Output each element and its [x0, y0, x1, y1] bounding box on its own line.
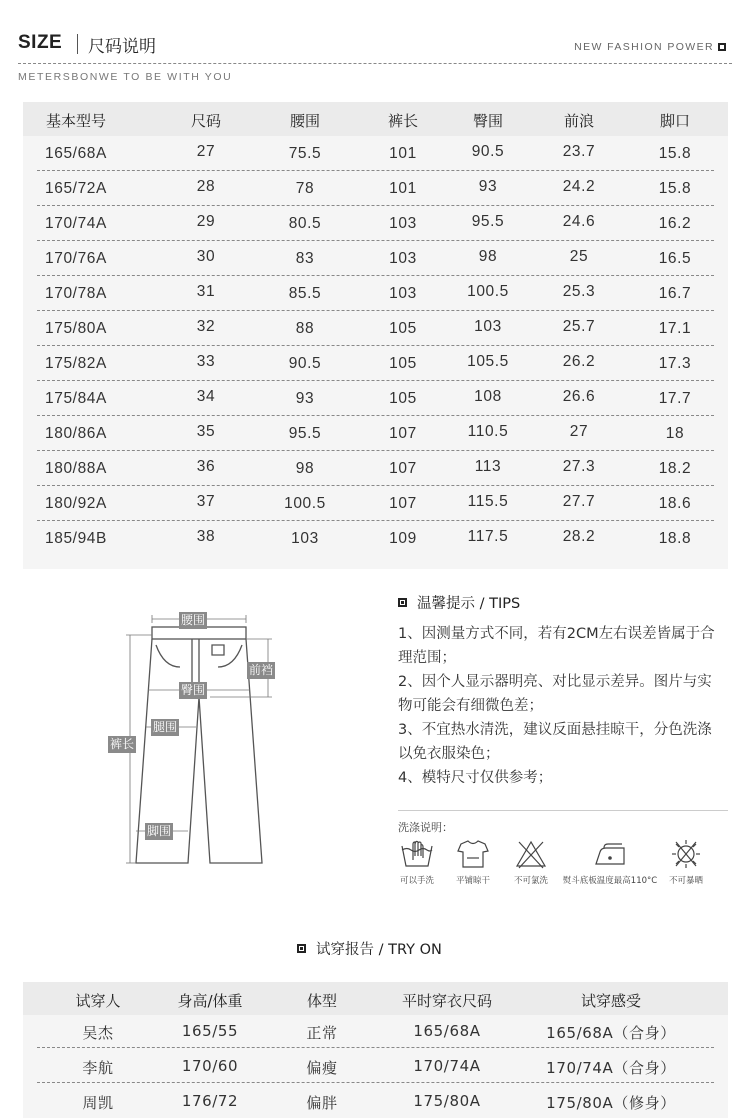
table-cell: 33	[196, 353, 216, 370]
wash-label: 熨斗底板温度最高110°C	[562, 876, 658, 886]
table-cell: 18.2	[658, 460, 692, 477]
tryon-table	[23, 982, 728, 1118]
heading-divider	[77, 34, 78, 54]
tips-heading-text: 温馨提示 / TIPS	[417, 596, 521, 612]
table-cell: 105	[389, 390, 417, 407]
tip-item: 2、因个人显示器明亮、对比显示差异。图片与实物可能会有细微色差；	[398, 674, 712, 714]
tryon-heading	[297, 938, 442, 959]
hand-wash-icon	[399, 838, 435, 870]
hip-label: 臀围	[181, 683, 206, 697]
table-cell: 28.2	[562, 528, 596, 545]
table-cell: 16.7	[658, 285, 692, 302]
waist-label: 腰围	[181, 613, 206, 627]
table-cell: 90.5	[288, 355, 322, 372]
table-cell: 17.7	[658, 390, 692, 407]
table-cell: 105	[389, 320, 417, 337]
table-cell: 25	[569, 248, 589, 265]
table-cell: 103	[389, 250, 417, 267]
table-cell: 175/82A	[45, 355, 107, 372]
tryon-column-header: 身高/体重	[177, 992, 243, 1010]
size-table	[23, 102, 728, 569]
front-rise-label: 前裆	[249, 663, 274, 677]
no-bleach-icon	[513, 838, 549, 870]
table-cell: 95.5	[471, 213, 505, 230]
table-cell: 103	[389, 285, 417, 302]
square-icon	[718, 43, 726, 51]
table-cell: 100.5	[467, 283, 509, 300]
wash-label: 不可暴晒	[668, 876, 703, 886]
page-header	[0, 0, 750, 90]
table-cell: 175/84A	[45, 390, 107, 407]
table-cell: 26.6	[562, 388, 596, 405]
size-column-header: 尺码	[190, 112, 221, 130]
size-column-header: 腰围	[289, 112, 320, 130]
table-cell: 83	[295, 250, 315, 267]
table-cell: 115.5	[467, 493, 509, 510]
table-cell: 15.8	[658, 145, 692, 162]
table-cell: 35	[196, 423, 216, 440]
table-cell: 170/74A	[413, 1057, 481, 1075]
table-cell: 170/74A（合身）	[546, 1059, 676, 1077]
tryon-column-header: 试穿人	[75, 992, 121, 1010]
tryon-column-header: 体型	[306, 992, 337, 1010]
table-cell: 85.5	[288, 285, 322, 302]
table-cell: 偏瘦	[306, 1059, 338, 1077]
row-divider	[37, 240, 714, 241]
bullet-icon	[398, 598, 407, 607]
tip-item: 1、因测量方式不同，若有2CM左右误差皆属于合理范围；	[398, 626, 715, 666]
no-sun-icon	[668, 838, 704, 870]
table-cell: 165/68A	[413, 1022, 481, 1040]
table-cell: 24.6	[562, 213, 596, 230]
table-cell: 98	[295, 460, 315, 477]
brand-tagline	[574, 41, 726, 53]
table-cell: 16.5	[658, 250, 692, 267]
table-cell: 107	[389, 495, 417, 512]
length-label: 裤长	[110, 737, 135, 751]
table-cell: 24.2	[562, 178, 596, 195]
table-cell: 88	[295, 320, 315, 337]
pants-diagram	[100, 605, 300, 875]
row-divider	[37, 485, 714, 486]
size-column-header: 前浪	[563, 112, 594, 130]
table-cell: 113	[474, 458, 502, 475]
row-divider	[37, 415, 714, 416]
wash-title: 洗涤说明：	[398, 821, 453, 834]
row-divider	[37, 310, 714, 311]
table-cell: 26.2	[562, 353, 596, 370]
table-cell: 36	[196, 458, 216, 475]
table-cell: 93	[478, 178, 498, 195]
table-cell: 175/80A	[413, 1092, 481, 1110]
table-cell: 23.7	[562, 143, 596, 160]
table-cell: 28	[196, 178, 216, 195]
table-cell: 95.5	[288, 425, 322, 442]
table-cell: 103	[474, 318, 502, 335]
tip-item: 3、不宜热水清洗，建议反面悬挂晾干，分色洗涤以免衣服染色；	[398, 722, 712, 762]
table-cell: 25.7	[562, 318, 596, 335]
table-cell: 80.5	[288, 215, 322, 232]
table-cell: 37	[196, 493, 216, 510]
table-cell: 98	[478, 248, 498, 265]
table-cell: 165/68A	[45, 145, 107, 162]
row-divider	[37, 380, 714, 381]
table-cell: 105.5	[467, 353, 509, 370]
hem-label: 脚围	[147, 824, 172, 838]
brand-tagline-text: NEW FASHION POWER	[574, 41, 714, 53]
table-cell: 31	[196, 283, 216, 300]
tips-divider	[398, 810, 728, 811]
table-cell: 18	[665, 425, 685, 442]
table-cell: 17.1	[658, 320, 692, 337]
bullet-icon	[297, 944, 306, 953]
table-cell: 吴杰	[82, 1024, 114, 1042]
table-cell: 110.5	[467, 423, 509, 440]
table-cell: 25.3	[562, 283, 596, 300]
table-cell: 93	[295, 390, 315, 407]
tryon-heading-text: 试穿报告 / TRY ON	[316, 942, 442, 958]
table-cell: 32	[196, 318, 216, 335]
flat-dry-icon	[455, 838, 491, 870]
size-column-header: 脚口	[659, 112, 690, 130]
tips-heading	[398, 592, 520, 613]
table-cell: 103	[389, 215, 417, 232]
table-cell: 170/78A	[45, 285, 107, 302]
page-title: 尺码说明	[88, 37, 156, 57]
table-cell: 正常	[306, 1024, 338, 1042]
table-cell: 30	[196, 248, 216, 265]
table-cell: 165/68A（合身）	[546, 1024, 676, 1042]
row-divider	[37, 345, 714, 346]
tryon-column-header: 试穿感受	[580, 992, 641, 1010]
table-cell: 117.5	[467, 528, 509, 545]
wash-label: 可以手洗	[399, 876, 434, 886]
table-cell: 170/60	[181, 1057, 239, 1075]
table-cell: 103	[291, 530, 319, 547]
table-cell: 170/74A	[45, 215, 107, 232]
size-heading: SIZE	[18, 32, 63, 53]
table-cell: 34	[196, 388, 216, 405]
table-cell: 107	[389, 425, 417, 442]
row-divider	[37, 520, 714, 521]
table-cell: 90.5	[471, 143, 505, 160]
row-divider	[37, 1047, 714, 1048]
table-cell: 180/92A	[45, 495, 107, 512]
table-cell: 27	[196, 143, 216, 160]
size-column-header: 裤长	[387, 112, 418, 130]
table-cell: 偏胖	[306, 1094, 338, 1112]
table-cell: 李航	[82, 1059, 114, 1077]
tips-list	[398, 622, 718, 790]
table-cell: 16.2	[658, 215, 692, 232]
table-cell: 29	[196, 213, 216, 230]
row-divider	[37, 1082, 714, 1083]
row-divider	[37, 205, 714, 206]
row-divider	[37, 450, 714, 451]
header-divider	[18, 63, 732, 64]
tryon-column-header: 平时穿衣尺码	[401, 992, 492, 1010]
table-cell: 15.8	[658, 180, 692, 197]
table-cell: 101	[389, 145, 417, 162]
table-cell: 100.5	[284, 495, 326, 512]
wash-label: 不可氯洗	[513, 876, 548, 886]
table-cell: 105	[389, 355, 417, 372]
row-divider	[37, 275, 714, 276]
table-cell: 27.7	[562, 493, 596, 510]
thigh-label: 腿围	[153, 720, 178, 734]
row-divider	[37, 170, 714, 171]
table-cell: 107	[389, 460, 417, 477]
brand-subtitle: METERSBONWE TO BE WITH YOU	[18, 71, 233, 83]
table-cell: 180/86A	[45, 425, 107, 442]
table-cell: 165/55	[181, 1022, 239, 1040]
table-cell: 18.8	[658, 530, 692, 547]
table-cell: 17.3	[658, 355, 692, 372]
table-cell: 185/94B	[45, 530, 107, 547]
table-cell: 101	[389, 180, 417, 197]
table-cell: 27.3	[562, 458, 596, 475]
table-cell: 175/80A（修身）	[546, 1094, 676, 1112]
table-cell: 78	[295, 180, 315, 197]
tip-item: 4、模特尺寸仅供参考；	[398, 770, 553, 786]
size-column-header: 臀围	[472, 112, 503, 130]
table-cell: 180/88A	[45, 460, 107, 477]
table-cell: 109	[389, 530, 417, 547]
table-cell: 27	[569, 423, 589, 440]
table-cell: 周凯	[82, 1094, 114, 1112]
size-column-header: 基本型号	[45, 112, 106, 130]
wash-label: 平铺晾干	[455, 876, 490, 886]
table-cell: 165/72A	[45, 180, 107, 197]
table-cell: 176/72	[181, 1092, 239, 1110]
table-cell: 38	[196, 528, 216, 545]
table-cell: 170/76A	[45, 250, 107, 267]
table-cell: 108	[474, 388, 502, 405]
table-cell: 75.5	[288, 145, 322, 162]
table-cell: 18.6	[658, 495, 692, 512]
table-cell: 175/80A	[45, 320, 107, 337]
iron-icon	[592, 838, 628, 870]
